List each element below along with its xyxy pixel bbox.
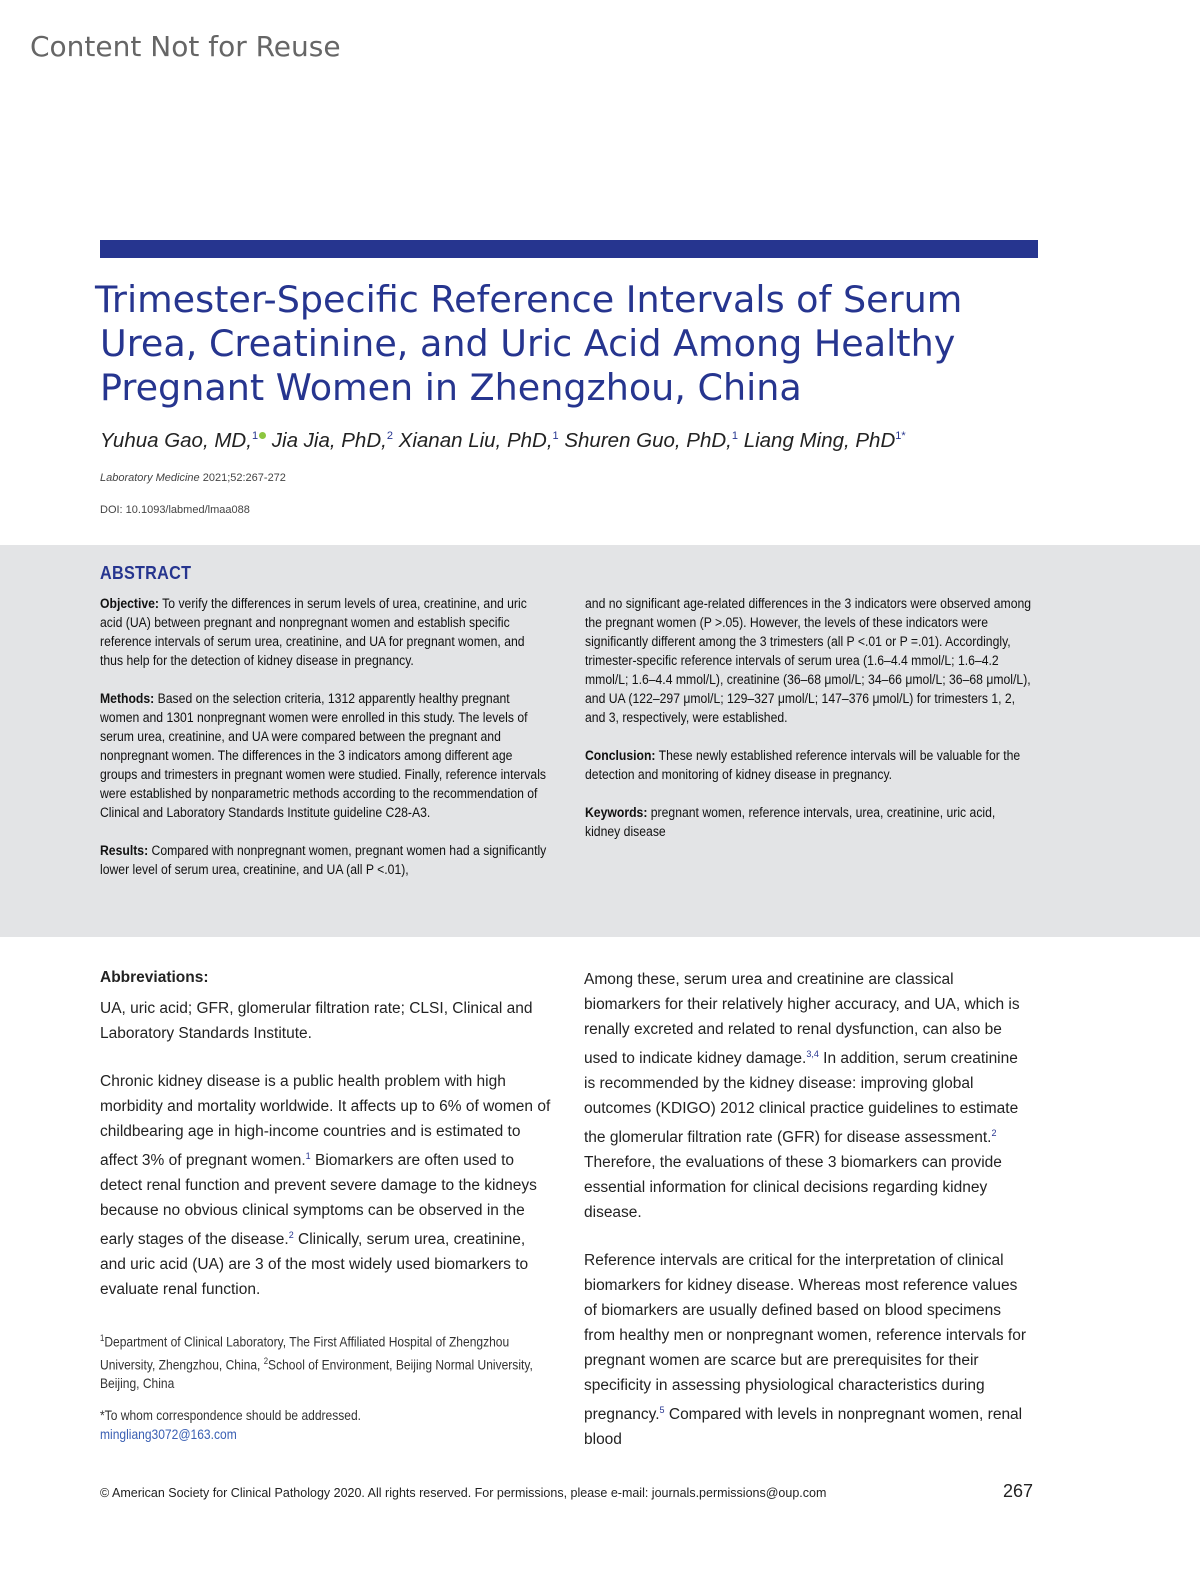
author-name: Jia Jia, PhD, — [271, 429, 387, 452]
reference-link[interactable]: 2 — [288, 1230, 294, 1241]
author-name: Yuhua Gao, MD, — [100, 429, 252, 452]
affiliation-text: School of Environment, Beijing Normal University, Beijing, China — [100, 1356, 533, 1392]
body-column-right — [584, 967, 1029, 1475]
affiliation-sup: 1 — [100, 1333, 105, 1343]
doi[interactable]: DOI: 10.1093/labmed/lmaa088 — [100, 504, 250, 516]
body-paragraph — [584, 967, 1029, 1225]
author-list — [100, 429, 906, 453]
author-affiliation-sup: 2 — [386, 430, 393, 443]
paragraph-text: Therefore, the evaluations of these 3 biomarkers can provide essential information for clinical decisions regarding kidney disease. — [584, 1154, 1002, 1222]
author-affiliation-sup: 1* — [895, 430, 906, 443]
reference-link[interactable]: 5 — [659, 1405, 665, 1416]
section-text: pregnant women, reference intervals, urea, creatinine, uric acid, kidney disease — [585, 805, 996, 840]
abstract-column-left — [100, 595, 547, 899]
title-line: Trimester-Specific Reference Intervals of Serum — [95, 278, 963, 321]
abbreviations-heading: Abbreviations: — [100, 969, 209, 986]
author-affiliation-sup: 1 — [552, 430, 559, 443]
citation-details: 2021;52:267-272 — [202, 472, 286, 484]
paragraph-text: Biomarkers are often used to detect renal function and prevent severe damage to the kidneys because no obvious clinical symptoms can be observed in the early stages of the disease. — [100, 1152, 537, 1249]
abstract-column-right — [585, 595, 1032, 861]
abstract-heading: ABSTRACT — [100, 563, 192, 583]
abstract-methods — [100, 690, 547, 823]
author-name: Liang Ming, PhD — [743, 429, 896, 452]
journal-name: Laboratory Medicine — [100, 472, 200, 484]
abstract-results-cont: and no significant age-related differences in the 3 indicators were observed among the pregnant women (P >.05). However, the levels of these indicators were significantly different among the 3 trimesters (all P <.01 or P =.01). Accordingly, trimester-specific reference intervals of serum urea (1.6–4.4 mmol/L; 1.6–4.2 mmol/L; 1.6–4.4 mmol/L), creatinine (36–68 μmol/L; 34–66 μmol/L; 36–68 μmol/L), and UA (122–297 μmol/L; 129–327 μmol/L; 147–376 μmol/L) for trimesters 1, 2, and 3, respectively, were established. — [585, 596, 1032, 726]
section-label: Methods: — [100, 691, 155, 707]
abstract-results — [100, 842, 547, 880]
affiliations — [100, 1329, 547, 1393]
section-text: These newly established reference intervals will be valuable for the detection and monitoring of kidney disease in pregnancy. — [585, 748, 1021, 783]
body-paragraph — [100, 1069, 555, 1302]
section-text: To verify the differences in serum levels of urea, creatinine, and uric acid (UA) between pregnant and nonpregnant women and establish specific reference intervals of serum urea, creatinine, and UA for pregnant women, and thus help for the detection of kidney disease in pregnancy. — [100, 596, 527, 669]
title-line: Pregnant Women in Zhengzhou, China — [100, 366, 802, 409]
reference-link[interactable]: 3,4 — [806, 1049, 819, 1059]
section-text: Based on the selection criteria, 1312 apparently healthy pregnant women and 1301 nonpregnant women were enrolled in this study. The levels of serum urea, creatinine, and UA were compared between the pregnant and nonpregnant women. The differences in the 3 indicators among different age groups and trimesters in pregnant women were studied. Finally, reference intervals were established by nonparametric methods according to the recommendation of Clinical and Laboratory Standards Institute guideline C28-A3. — [100, 691, 547, 821]
journal-citation — [100, 472, 286, 484]
affiliation-text: Department of Clinical Laboratory, The First Affiliated Hospital of Zhengzhou University, Zhengzhou, China, — [100, 1333, 510, 1373]
watermark: Content Not for Reuse — [30, 30, 341, 63]
section-label: Conclusion: — [585, 748, 656, 764]
author-name: Shuren Guo, PhD, — [564, 429, 732, 452]
section-text: Compared with nonpregnant women, pregnant women had a significantly lower level of serum urea, creatinine, and UA (all P <.01), — [100, 843, 547, 878]
paragraph-text: In addition, serum creatinine is recommended by the kidney disease: improving global outcomes (KDIGO) 2012 clinical practice guidelines to estimate the glomerular filtration rate (GFR) for disease assessment. — [584, 1050, 1019, 1147]
header-rule — [100, 240, 1038, 258]
author-affiliation-sup: 1 — [731, 430, 738, 443]
abstract-conclusion — [585, 747, 1032, 785]
paragraph-text: Clinically, serum urea, creatinine, and uric acid (UA) are 3 of the most widely used biomarkers to evaluate renal function. — [100, 1231, 529, 1299]
title-line: Urea, Creatinine, and Uric Acid Among Healthy — [100, 322, 956, 365]
paragraph-text: Among these, serum urea and creatinine are classical biomarkers for their relatively higher accuracy, and UA, which is renally excreted and related to renal dysfunction, can also be used to indicate kidney damage. — [584, 971, 1020, 1068]
author-affiliation-sup: 1 — [251, 430, 259, 443]
abstract-keywords — [585, 804, 1032, 842]
page-number: 267 — [1003, 1481, 1034, 1501]
reference-link[interactable]: 2 — [991, 1128, 997, 1139]
paragraph-text: Reference intervals are critical for the interpretation of clinical biomarkers for kidney disease. Whereas most reference values of biomarkers are usually defined based on blood specimens from healthy men or nonpregnant women, reference intervals for pregnant women are scarce but are prerequisites for their specificity in assessing physiological characteristics during pregnancy. — [584, 1252, 1026, 1424]
correspondence-note: *To whom correspondence should be addressed. — [100, 1407, 362, 1423]
body-paragraph — [584, 1248, 1029, 1452]
abbreviations-text: UA, uric acid; GFR, glomerular filtration rate; CLSI, Clinical and Laboratory Standards Institute. — [100, 1000, 533, 1042]
paragraph-text: Compared with levels in nonpregnant women, renal blood — [584, 1406, 1023, 1449]
section-label: Results: — [100, 843, 149, 859]
section-label: Keywords: — [585, 805, 648, 821]
paragraph-text: Chronic kidney disease is a public health problem with high morbidity and mortality worldwide. It affects up to 6% of women of childbearing age in high-income countries and is estimated to affect 3% of pregnant women. — [100, 1073, 551, 1170]
email-link[interactable]: mingliang3072@163.com — [100, 1426, 237, 1442]
body-column-left — [100, 965, 555, 1325]
reference-link[interactable]: 1 — [305, 1151, 311, 1161]
article-title — [95, 278, 1055, 410]
correspondence — [100, 1406, 547, 1444]
orcid-icon[interactable] — [259, 432, 266, 439]
section-label: Objective: — [100, 596, 160, 612]
affiliation-sup: 2 — [263, 1355, 269, 1366]
copyright-footer: © American Society for Clinical Pathology 2020. All rights reserved. For permissions, please e-mail: journals.permissions@oup.com — [100, 1486, 827, 1500]
abstract-objective — [100, 595, 547, 671]
author-name: Xianan Liu, PhD, — [398, 429, 553, 452]
